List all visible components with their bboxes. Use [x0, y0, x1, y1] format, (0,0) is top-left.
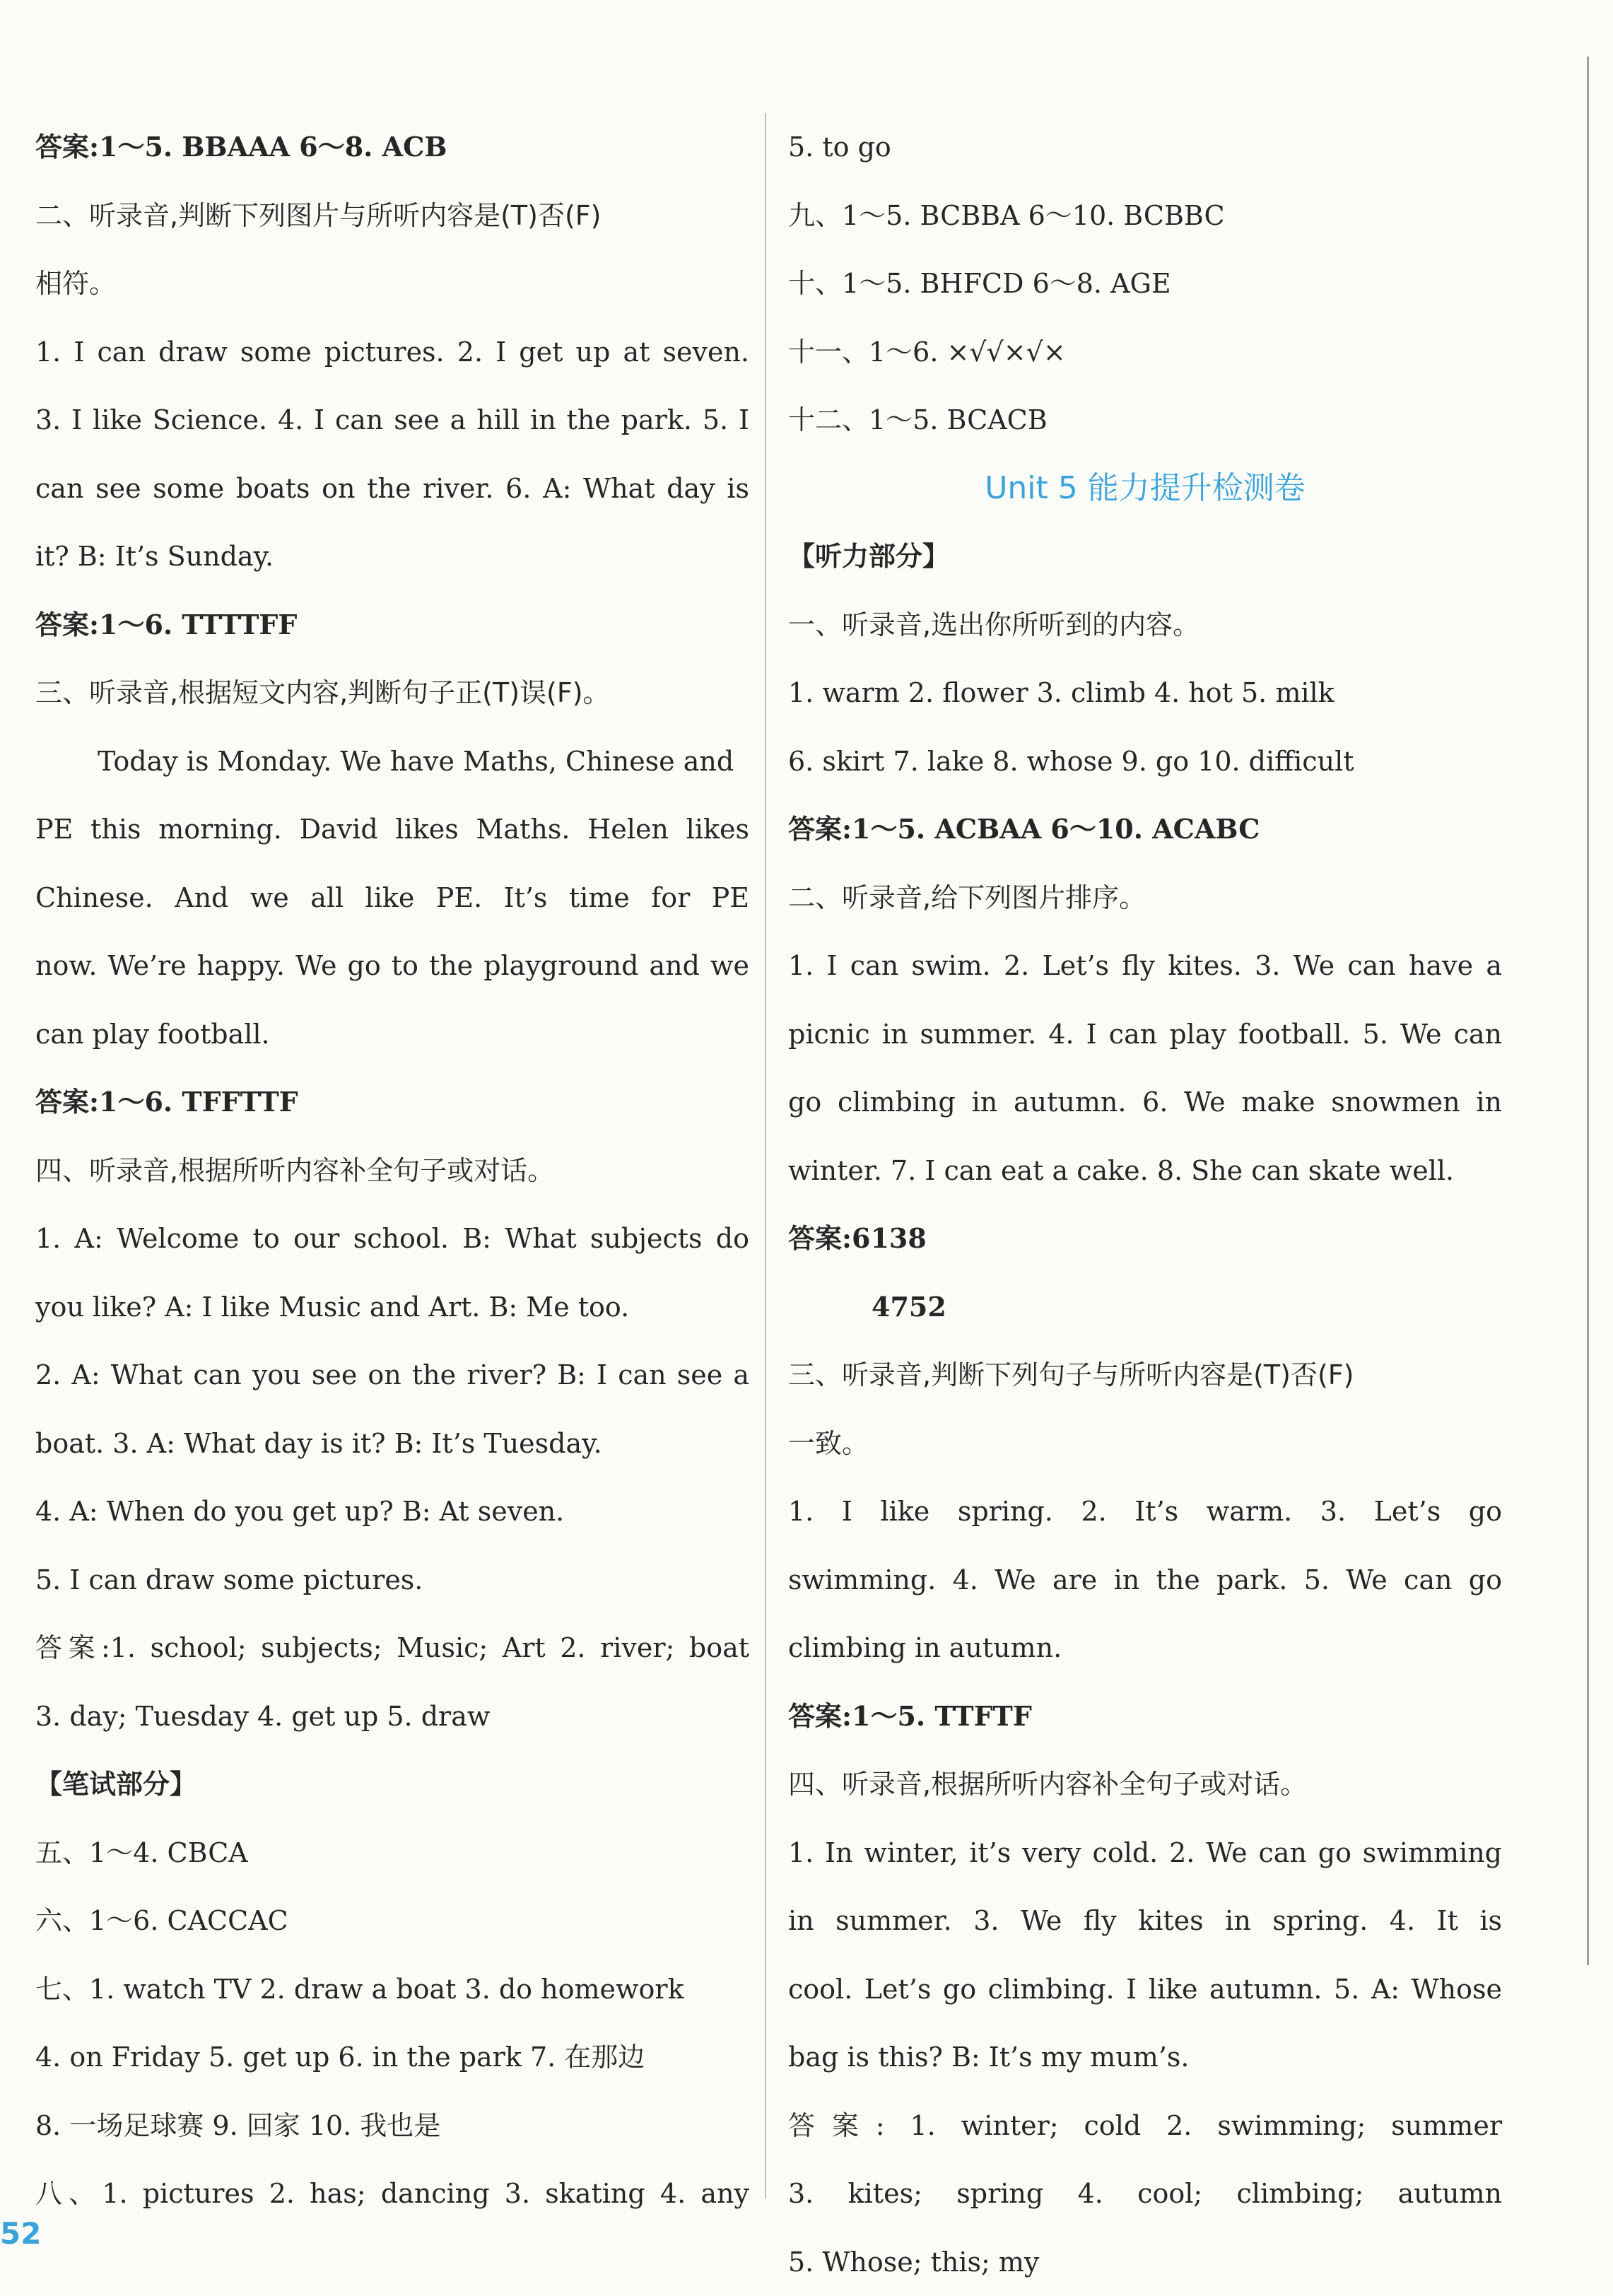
section-heading: 二、听录音,判断下列图片与所听内容是(T)否(F) — [35, 182, 749, 250]
text-line: 2. A: What can you see on the river? B: I can see a — [35, 1341, 749, 1410]
text-line: 3. kites; spring 4. cool; climbing; autumn — [788, 2160, 1502, 2228]
text-line: cool. Let’s go climbing. I like autumn. 5. A: Whose — [788, 1955, 1502, 2024]
section-heading: 一、听录音,选出你所听到的内容。 — [788, 591, 1502, 660]
text-line: 十二、1～5. BCACB — [788, 386, 1502, 455]
section-heading: 三、听录音,根据短文内容,判断句子正(T)误(F)。 — [35, 659, 749, 727]
column-divider — [765, 113, 766, 2198]
text-line: 4. on Friday 5. get up 6. in the park 7. 在那边 — [35, 2023, 749, 2092]
answer-line: 答案:1～5. TTFTF — [788, 1682, 1502, 1751]
answer-line: 4752 — [788, 1273, 1502, 1342]
text-line: 1. warm 2. flower 3. climb 4. hot 5. milk — [788, 659, 1502, 727]
section-heading: 相符。 — [35, 250, 749, 318]
text-line: 5. Whose; this; my — [788, 2228, 1502, 2296]
page-edge-line — [1587, 57, 1591, 1965]
left-column — [35, 113, 749, 2228]
text-line: now. We’re happy. We go to the playground and we — [35, 932, 749, 1000]
answer-line: 答案:1～5. BBAAA 6～8. ACB — [35, 113, 749, 182]
text-line: boat. 3. A: What day is it? B: It’s Tuesday. — [35, 1410, 749, 1478]
text-line: 8. 一场足球赛 9. 回家 10. 我也是 — [35, 2092, 749, 2160]
text-line: 答案:1. school; subjects; Music; Art 2. river; boat — [35, 1614, 749, 1682]
answer-line: 【笔试部分】 — [35, 1750, 749, 1819]
section-heading: 四、听录音,根据所听内容补全句子或对话。 — [788, 1750, 1502, 1819]
text-line: can play football. — [35, 1000, 749, 1069]
text-line: 5. to go — [788, 113, 1502, 182]
text-line: climbing in autumn. — [788, 1614, 1502, 1682]
text-line: 1. I like spring. 2. It’s warm. 3. Let’s go — [788, 1477, 1502, 1546]
answer-line: 答案:1～6. TTTTFF — [35, 591, 749, 660]
text-line: 答案: 1. winter; cold 2. swimming; summer — [788, 2092, 1502, 2160]
text-line: 十一、1～6. ×√√×√× — [788, 318, 1502, 387]
text-line: Chinese. And we all like PE. It’s time for PE — [35, 864, 749, 932]
text-line: 1. A: Welcome to our school. B: What subjects do — [35, 1205, 749, 1273]
answer-line: 答案:1～6. TFFTTF — [35, 1068, 749, 1137]
text-line: go climbing in autumn. 6. We make snowmen in — [788, 1068, 1502, 1137]
text-line: 五、1～4. CBCA — [35, 1819, 749, 1887]
text-line: PE this morning. David likes Maths. Helen likes — [35, 795, 749, 864]
text-line: 3. day; Tuesday 4. get up 5. draw — [35, 1682, 749, 1751]
text-line: 1. I can swim. 2. Let’s fly kites. 3. We can have a — [788, 932, 1502, 1000]
section-heading: 二、听录音,给下列图片排序。 — [788, 864, 1502, 932]
text-line: 八、1. pictures 2. has; dancing 3. skating 4. any — [35, 2160, 749, 2228]
right-column — [788, 113, 1502, 2296]
text-line: swimming. 4. We are in the park. 5. We can go — [788, 1546, 1502, 1615]
answer-line: 【听力部分】 — [788, 522, 1502, 591]
page-number: 52 — [0, 2216, 41, 2251]
text-line: 七、1. watch TV 2. draw a boat 3. do homework — [35, 1955, 749, 2024]
text-line: you like? A: I like Music and Art. B: Me too. — [35, 1273, 749, 1342]
section-heading: 一致。 — [788, 1410, 1502, 1478]
text-line: 1. In winter, it’s very cold. 2. We can go swimming — [788, 1819, 1502, 1887]
text-line: 六、1～6. CACCAC — [35, 1887, 749, 1955]
text-line: picnic in summer. 4. I can play football. 5. We can — [788, 1000, 1502, 1069]
text-line: 九、1～5. BCBBA 6～10. BCBBC — [788, 182, 1502, 250]
text-line: winter. 7. I can eat a cake. 8. She can skate well. — [788, 1137, 1502, 1205]
text-line: 十、1～5. BHFCD 6～8. AGE — [788, 250, 1502, 318]
text-line: bag is this? B: It’s my mum’s. — [788, 2023, 1502, 2092]
text-line: 5. I can draw some pictures. — [35, 1546, 749, 1615]
text-line: 1. I can draw some pictures. 2. I get up at seven. — [35, 318, 749, 387]
text-line: 4. A: When do you get up? B: At seven. — [35, 1477, 749, 1546]
passage-line: Today is Monday. We have Maths, Chinese and — [35, 727, 749, 796]
answer-line: 答案:1～5. ACBAA 6～10. ACABC — [788, 795, 1502, 864]
text-line: can see some boats on the river. 6. A: What day is — [35, 455, 749, 523]
text-line: it? B: It’s Sunday. — [35, 522, 749, 591]
text-line: 6. skirt 7. lake 8. whose 9. go 10. difficult — [788, 727, 1502, 796]
text-line: in summer. 3. We fly kites in spring. 4. It is — [788, 1887, 1502, 1955]
section-heading: 三、听录音,判断下列句子与所听内容是(T)否(F) — [788, 1341, 1502, 1410]
unit-title: Unit 5 能力提升检测卷 — [788, 455, 1502, 523]
section-heading: 四、听录音,根据所听内容补全句子或对话。 — [35, 1137, 749, 1205]
text-line: 3. I like Science. 4. I can see a hill in the park. 5. I — [35, 386, 749, 455]
answer-line: 答案:6138 — [788, 1205, 1502, 1273]
